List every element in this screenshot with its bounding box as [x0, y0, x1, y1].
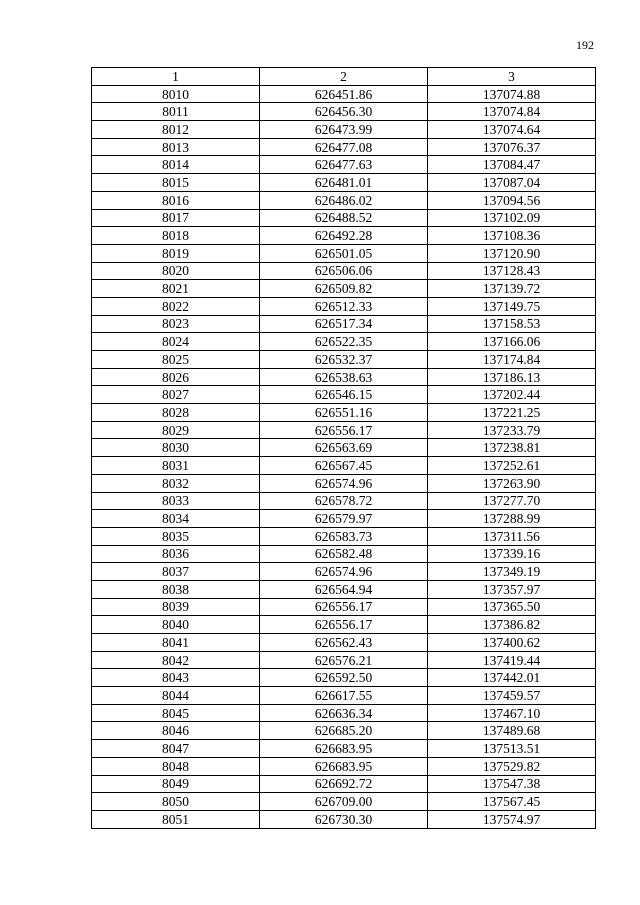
point-number-cell: 8044	[92, 687, 260, 705]
column-header-2: 2	[260, 68, 428, 86]
point-number-cell: 8047	[92, 740, 260, 758]
x-coordinate-cell: 626451.86	[260, 85, 428, 103]
point-number-cell: 8024	[92, 333, 260, 351]
table-row	[92, 757, 596, 775]
table-row	[92, 280, 596, 298]
table-row	[92, 634, 596, 652]
point-number-cell: 8028	[92, 404, 260, 422]
point-number-cell: 8034	[92, 510, 260, 528]
x-coordinate-cell: 626730.30	[260, 810, 428, 828]
table-row	[92, 722, 596, 740]
table-row	[92, 669, 596, 687]
y-coordinate-cell: 137442.01	[428, 669, 596, 687]
y-coordinate-cell: 137252.61	[428, 457, 596, 475]
x-coordinate-cell: 626563.69	[260, 439, 428, 457]
table-row	[92, 740, 596, 758]
table-body	[92, 85, 596, 828]
table-row	[92, 545, 596, 563]
point-number-cell: 8023	[92, 315, 260, 333]
table-row	[92, 810, 596, 828]
point-number-cell: 8020	[92, 262, 260, 280]
point-number-cell: 8036	[92, 545, 260, 563]
table-row	[92, 121, 596, 139]
table-row	[92, 474, 596, 492]
point-number-cell: 8029	[92, 421, 260, 439]
x-coordinate-cell: 626579.97	[260, 510, 428, 528]
x-coordinate-cell: 626556.17	[260, 616, 428, 634]
table-row	[92, 687, 596, 705]
table-row	[92, 775, 596, 793]
table-row	[92, 103, 596, 121]
x-coordinate-cell: 626567.45	[260, 457, 428, 475]
point-number-cell: 8032	[92, 474, 260, 492]
x-coordinate-cell: 626709.00	[260, 793, 428, 811]
table-row	[92, 563, 596, 581]
table-row	[92, 404, 596, 422]
x-coordinate-cell: 626488.52	[260, 209, 428, 227]
y-coordinate-cell: 137102.09	[428, 209, 596, 227]
point-number-cell: 8031	[92, 457, 260, 475]
table-row	[92, 262, 596, 280]
table-row	[92, 174, 596, 192]
x-coordinate-cell: 626551.16	[260, 404, 428, 422]
x-coordinate-cell: 626592.50	[260, 669, 428, 687]
table-row	[92, 333, 596, 351]
point-number-cell: 8010	[92, 85, 260, 103]
table-row	[92, 209, 596, 227]
y-coordinate-cell: 137288.99	[428, 510, 596, 528]
y-coordinate-cell: 137094.56	[428, 191, 596, 209]
table-row	[92, 138, 596, 156]
x-coordinate-cell: 626506.06	[260, 262, 428, 280]
x-coordinate-cell: 626486.02	[260, 191, 428, 209]
point-number-cell: 8049	[92, 775, 260, 793]
y-coordinate-cell: 137238.81	[428, 439, 596, 457]
table-row	[92, 527, 596, 545]
y-coordinate-cell: 137076.37	[428, 138, 596, 156]
point-number-cell: 8027	[92, 386, 260, 404]
x-coordinate-cell: 626512.33	[260, 297, 428, 315]
coordinates-table	[91, 67, 596, 829]
x-coordinate-cell: 626477.63	[260, 156, 428, 174]
table-header-row	[92, 68, 596, 86]
point-number-cell: 8038	[92, 580, 260, 598]
x-coordinate-cell: 626546.15	[260, 386, 428, 404]
x-coordinate-cell: 626636.34	[260, 704, 428, 722]
y-coordinate-cell: 137128.43	[428, 262, 596, 280]
y-coordinate-cell: 137221.25	[428, 404, 596, 422]
column-header-3: 3	[428, 68, 596, 86]
table-row	[92, 297, 596, 315]
table-row	[92, 85, 596, 103]
x-coordinate-cell: 626617.55	[260, 687, 428, 705]
x-coordinate-cell: 626532.37	[260, 351, 428, 369]
y-coordinate-cell: 137459.57	[428, 687, 596, 705]
table-row	[92, 598, 596, 616]
y-coordinate-cell: 137202.44	[428, 386, 596, 404]
y-coordinate-cell: 137339.16	[428, 545, 596, 563]
y-coordinate-cell: 137084.47	[428, 156, 596, 174]
point-number-cell: 8016	[92, 191, 260, 209]
point-number-cell: 8041	[92, 634, 260, 652]
point-number-cell: 8048	[92, 757, 260, 775]
y-coordinate-cell: 137547.38	[428, 775, 596, 793]
point-number-cell: 8050	[92, 793, 260, 811]
x-coordinate-cell: 626517.34	[260, 315, 428, 333]
y-coordinate-cell: 137386.82	[428, 616, 596, 634]
x-coordinate-cell: 626473.99	[260, 121, 428, 139]
point-number-cell: 8051	[92, 810, 260, 828]
point-number-cell: 8039	[92, 598, 260, 616]
table-row	[92, 368, 596, 386]
x-coordinate-cell: 626582.48	[260, 545, 428, 563]
y-coordinate-cell: 137574.97	[428, 810, 596, 828]
y-coordinate-cell: 137074.84	[428, 103, 596, 121]
table-row	[92, 191, 596, 209]
table-row	[92, 244, 596, 262]
point-number-cell: 8025	[92, 351, 260, 369]
table-row	[92, 616, 596, 634]
y-coordinate-cell: 137186.13	[428, 368, 596, 386]
table-row	[92, 793, 596, 811]
y-coordinate-cell: 137074.64	[428, 121, 596, 139]
y-coordinate-cell: 137120.90	[428, 244, 596, 262]
point-number-cell: 8015	[92, 174, 260, 192]
y-coordinate-cell: 137349.19	[428, 563, 596, 581]
y-coordinate-cell: 137365.50	[428, 598, 596, 616]
column-header-1: 1	[92, 68, 260, 86]
table-row	[92, 351, 596, 369]
point-number-cell: 8017	[92, 209, 260, 227]
x-coordinate-cell: 626692.72	[260, 775, 428, 793]
x-coordinate-cell: 626501.05	[260, 244, 428, 262]
point-number-cell: 8011	[92, 103, 260, 121]
x-coordinate-cell: 626481.01	[260, 174, 428, 192]
y-coordinate-cell: 137074.88	[428, 85, 596, 103]
y-coordinate-cell: 137108.36	[428, 227, 596, 245]
point-number-cell: 8043	[92, 669, 260, 687]
table-row	[92, 457, 596, 475]
x-coordinate-cell: 626538.63	[260, 368, 428, 386]
table-row	[92, 510, 596, 528]
x-coordinate-cell: 626574.96	[260, 474, 428, 492]
table-row	[92, 492, 596, 510]
y-coordinate-cell: 137357.97	[428, 580, 596, 598]
table-row	[92, 580, 596, 598]
y-coordinate-cell: 137277.70	[428, 492, 596, 510]
point-number-cell: 8026	[92, 368, 260, 386]
y-coordinate-cell: 137139.72	[428, 280, 596, 298]
x-coordinate-cell: 626583.73	[260, 527, 428, 545]
point-number-cell: 8013	[92, 138, 260, 156]
table-row	[92, 704, 596, 722]
point-number-cell: 8022	[92, 297, 260, 315]
x-coordinate-cell: 626564.94	[260, 580, 428, 598]
y-coordinate-cell: 137158.53	[428, 315, 596, 333]
x-coordinate-cell: 626576.21	[260, 651, 428, 669]
y-coordinate-cell: 137513.51	[428, 740, 596, 758]
x-coordinate-cell: 626556.17	[260, 598, 428, 616]
y-coordinate-cell: 137233.79	[428, 421, 596, 439]
x-coordinate-cell: 626492.28	[260, 227, 428, 245]
x-coordinate-cell: 626477.08	[260, 138, 428, 156]
x-coordinate-cell: 626574.96	[260, 563, 428, 581]
y-coordinate-cell: 137529.82	[428, 757, 596, 775]
table-row	[92, 156, 596, 174]
x-coordinate-cell: 626578.72	[260, 492, 428, 510]
point-number-cell: 8030	[92, 439, 260, 457]
point-number-cell: 8042	[92, 651, 260, 669]
table-row	[92, 315, 596, 333]
point-number-cell: 8046	[92, 722, 260, 740]
y-coordinate-cell: 137419.44	[428, 651, 596, 669]
x-coordinate-cell: 626522.35	[260, 333, 428, 351]
y-coordinate-cell: 137174.84	[428, 351, 596, 369]
table-row	[92, 386, 596, 404]
point-number-cell: 8045	[92, 704, 260, 722]
y-coordinate-cell: 137087.04	[428, 174, 596, 192]
y-coordinate-cell: 137467.10	[428, 704, 596, 722]
table-row	[92, 439, 596, 457]
point-number-cell: 8035	[92, 527, 260, 545]
table-row	[92, 227, 596, 245]
y-coordinate-cell: 137149.75	[428, 297, 596, 315]
y-coordinate-cell: 137400.62	[428, 634, 596, 652]
point-number-cell: 8037	[92, 563, 260, 581]
y-coordinate-cell: 137567.45	[428, 793, 596, 811]
x-coordinate-cell: 626456.30	[260, 103, 428, 121]
x-coordinate-cell: 626683.95	[260, 740, 428, 758]
point-number-cell: 8019	[92, 244, 260, 262]
y-coordinate-cell: 137489.68	[428, 722, 596, 740]
point-number-cell: 8012	[92, 121, 260, 139]
table-row	[92, 421, 596, 439]
point-number-cell: 8040	[92, 616, 260, 634]
point-number-cell: 8014	[92, 156, 260, 174]
x-coordinate-cell: 626556.17	[260, 421, 428, 439]
x-coordinate-cell: 626509.82	[260, 280, 428, 298]
page-number: 192	[576, 38, 594, 52]
point-number-cell: 8033	[92, 492, 260, 510]
point-number-cell: 8021	[92, 280, 260, 298]
x-coordinate-cell: 626685.20	[260, 722, 428, 740]
y-coordinate-cell: 137311.56	[428, 527, 596, 545]
y-coordinate-cell: 137263.90	[428, 474, 596, 492]
y-coordinate-cell: 137166.06	[428, 333, 596, 351]
table-row	[92, 651, 596, 669]
x-coordinate-cell: 626683.95	[260, 757, 428, 775]
x-coordinate-cell: 626562.43	[260, 634, 428, 652]
point-number-cell: 8018	[92, 227, 260, 245]
